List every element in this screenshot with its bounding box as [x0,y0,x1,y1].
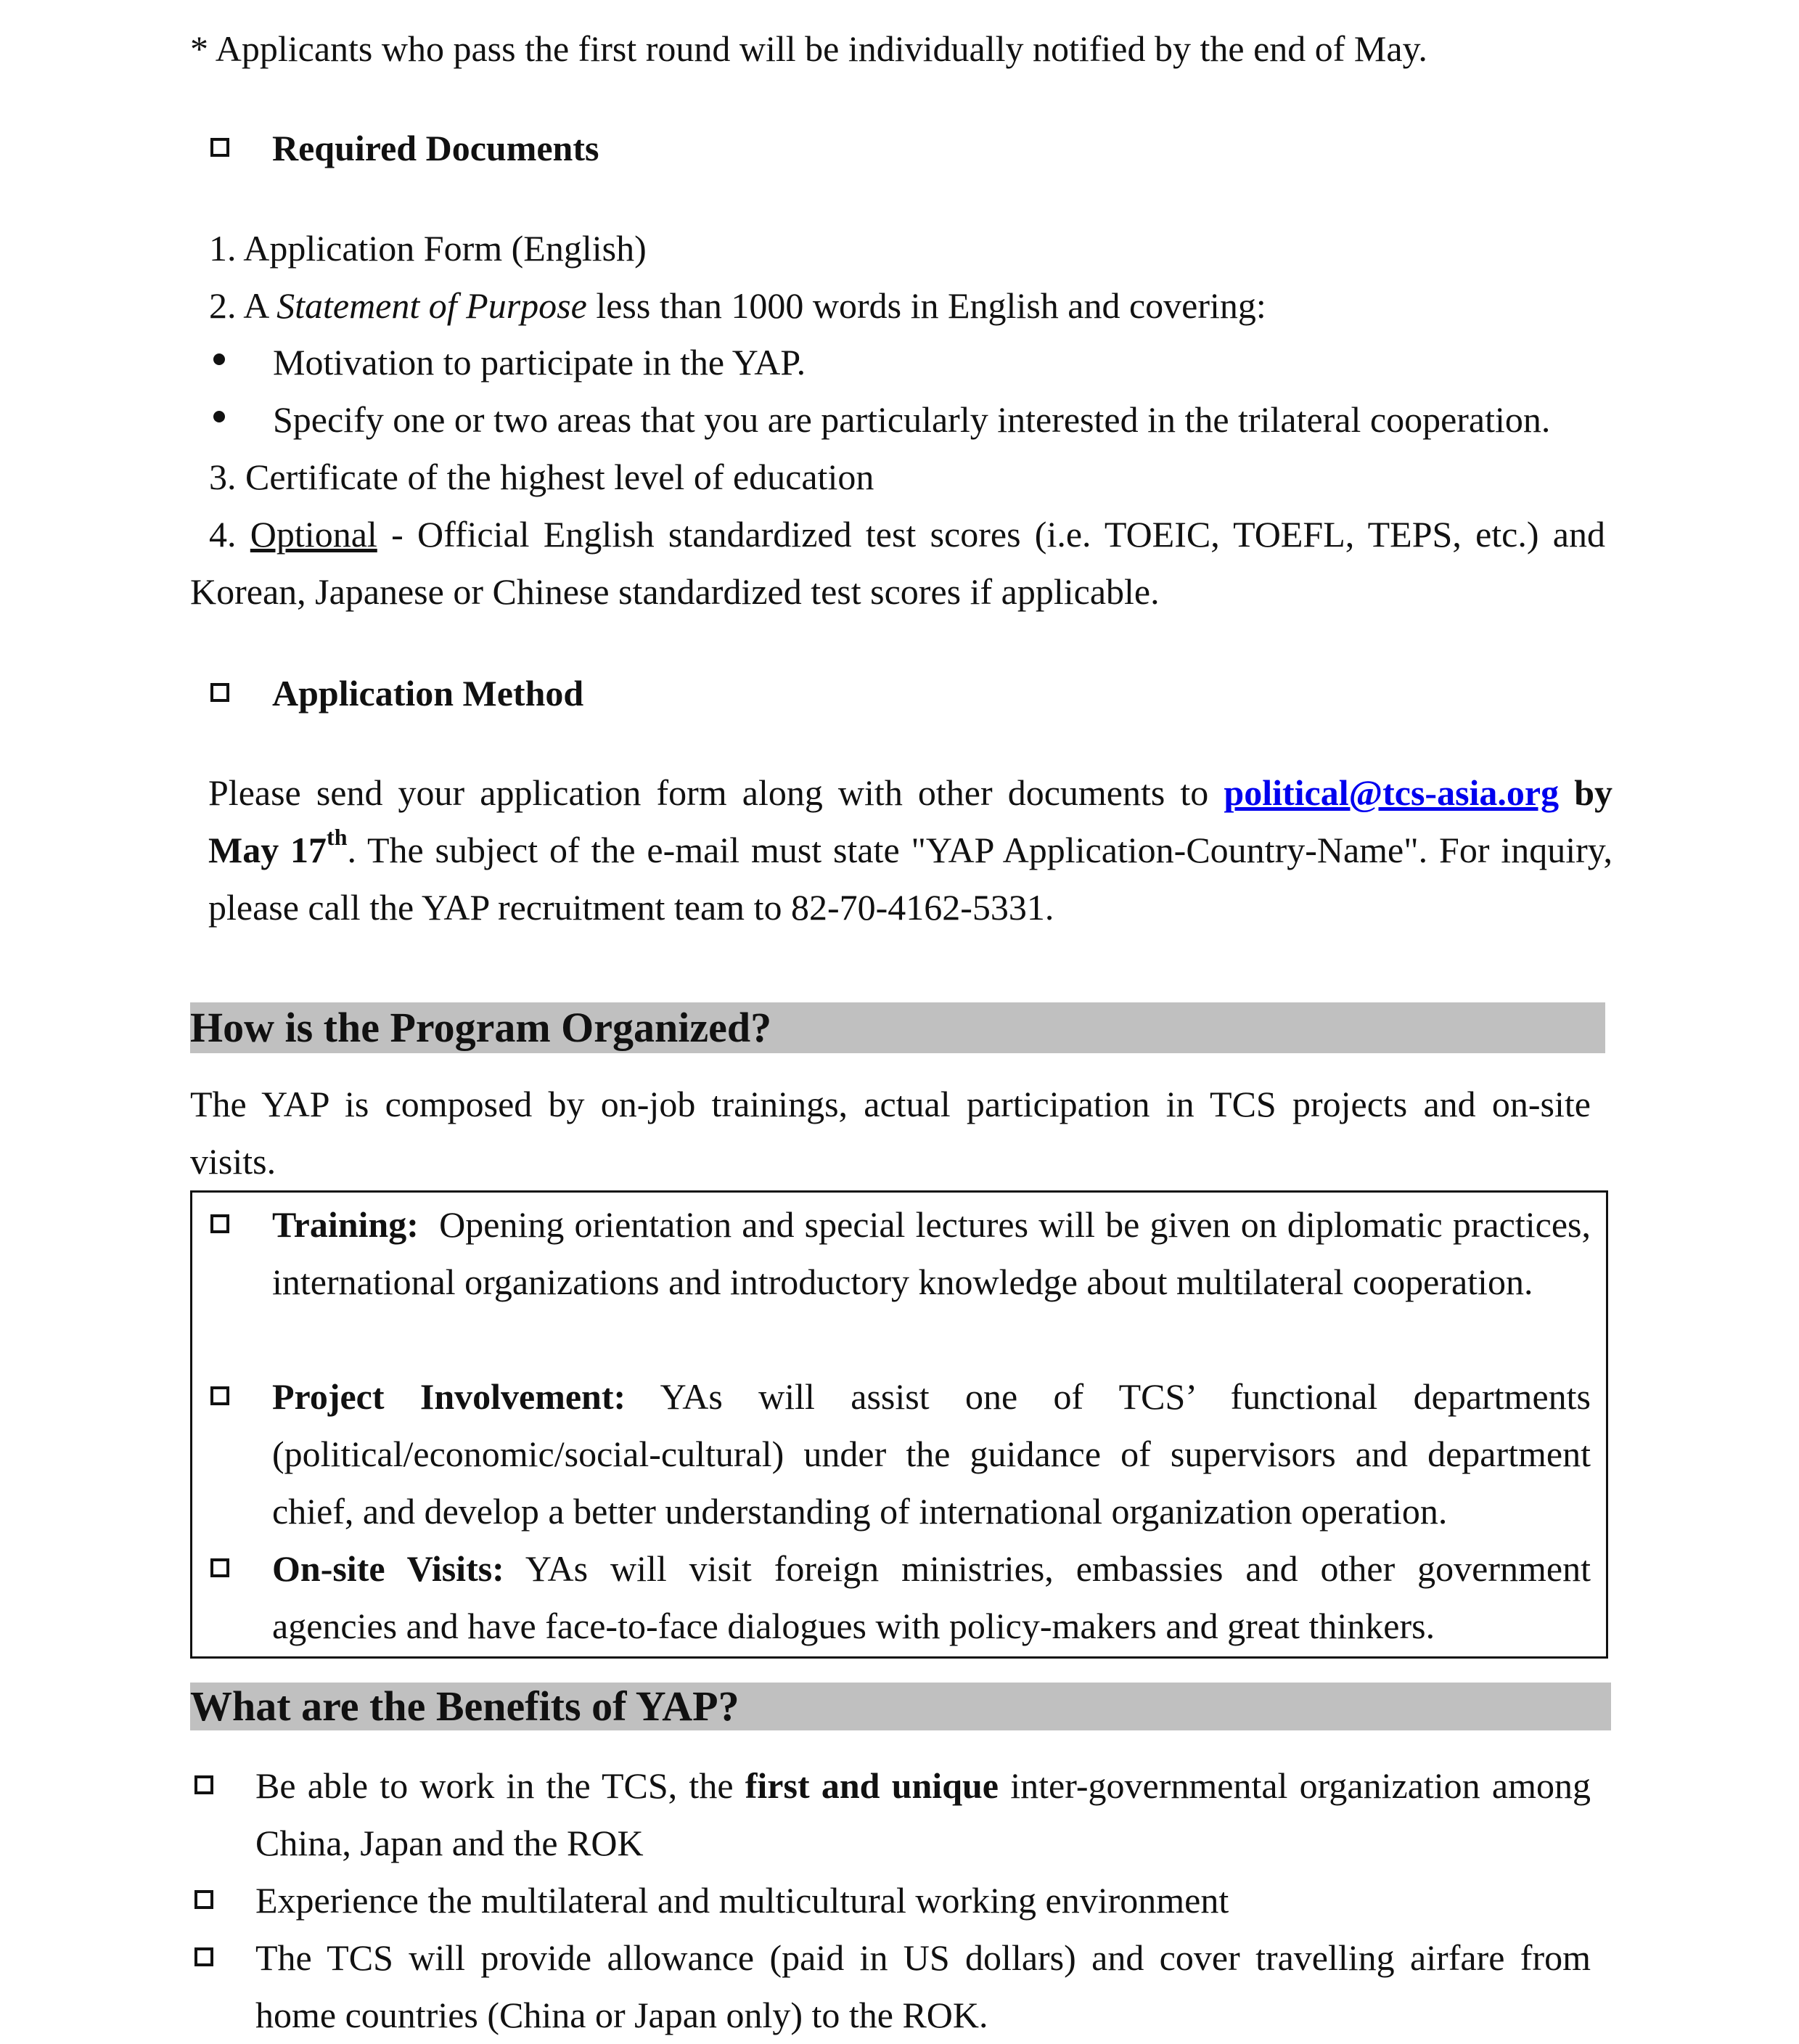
application-method-intro: Please send your application form along with other documents to [208,772,1224,813]
email-link[interactable]: political@tcs-asia.org [1224,772,1560,813]
benefit-1-suffix: inter-governmental organization among China, Japan and the ROK [255,1765,1591,1863]
benefit-item-1 [255,1757,1591,1872]
required-item-3: 3. Certificate of the highest level of education [209,457,874,497]
required-item-4-number: 4. [209,514,250,555]
purpose-bullet-1: Motivation to participate in the YAP. [273,342,806,383]
benefit-1-emphasis: first and unique [745,1765,999,1806]
checkbox-icon [210,1558,229,1577]
checkbox-icon [210,1386,229,1405]
program-intro: The YAP is composed by on-job trainings, actual participation in TCS projects and on-site visits. [190,1084,1591,1182]
checkbox-icon [194,1947,213,1966]
checkbox-icon [210,683,229,702]
checkbox-icon [210,1214,229,1233]
deadline-superscript: th [327,824,348,851]
program-item-visits [272,1540,1591,1655]
purpose-bullet-2: Specify one or two areas that you are particularly interested in the trilateral cooperation. [273,399,1551,440]
application-method-details: . The subject of the e-mail must state "YAP Application-Country-Name". For inquiry, please call the YAP recruitment team to 82-70-4162-5331. [208,830,1612,928]
checkbox-icon [194,1890,213,1909]
application-method-title: Application Method [272,673,584,714]
program-item-project [272,1368,1591,1540]
required-documents-title: Required Documents [272,128,599,168]
required-item-2-prefix: 2. A [209,285,277,326]
checkbox-icon [194,1775,213,1794]
program-heading: How is the Program Organized? [190,1002,1605,1053]
on-site-visits-text: YAs will visit foreign ministries, embassies and other government agencies and have face-to-face dialogues with policy-makers and great thinkers. [272,1548,1591,1646]
benefits-heading: What are the Benefits of YAP? [190,1683,1611,1730]
required-item-2 [209,277,1266,335]
project-involvement-label: Project Involvement: [272,1376,626,1417]
statement-of-purpose: Statement of Purpose [276,285,587,326]
benefit-item-2: Experience the multilateral and multicultural working environment [255,1880,1229,1921]
benefit-item-3: The TCS will provide allowance (paid in US dollars) and cover travelling airfare from home countries (China or Japan only) to the ROK. [255,1937,1591,2035]
training-text: Opening orientation and special lectures will be given on diplomatic practices, international organizations and introductory knowledge about multilateral cooperation. [272,1204,1591,1302]
bullet-icon [213,411,225,422]
required-item-4-text: - Official English standardized test scores (i.e. TOEIC, TOEFL, TEPS, etc.) and Korean, Japanese or Chinese standardized test scores if applicable. [190,514,1606,612]
checkbox-icon [210,138,229,157]
deadline-text: by May 17 [208,772,1612,870]
on-site-visits-label: On-site Visits: [272,1548,504,1589]
project-involvement-text: YAs will assist one of TCS’ functional departments (political/economic/social-cultural) under the guidance of supervisors and department chief, and develop a better understanding of international organization operation. [272,1376,1591,1532]
application-method-text [208,764,1612,936]
benefit-1-prefix: Be able to work in the TCS, the [255,1765,745,1806]
optional-label: Optional [250,514,377,555]
program-item-training [272,1196,1591,1311]
required-item-2-suffix: less than 1000 words in English and covering: [586,285,1266,326]
required-item-4 [190,506,1605,621]
intro-note: * Applicants who pass the first round will be individually notified by the end of May. [190,28,1427,69]
required-item-1: 1. Application Form (English) [209,228,647,269]
training-label: Training: [272,1204,419,1245]
bullet-icon [213,353,225,365]
